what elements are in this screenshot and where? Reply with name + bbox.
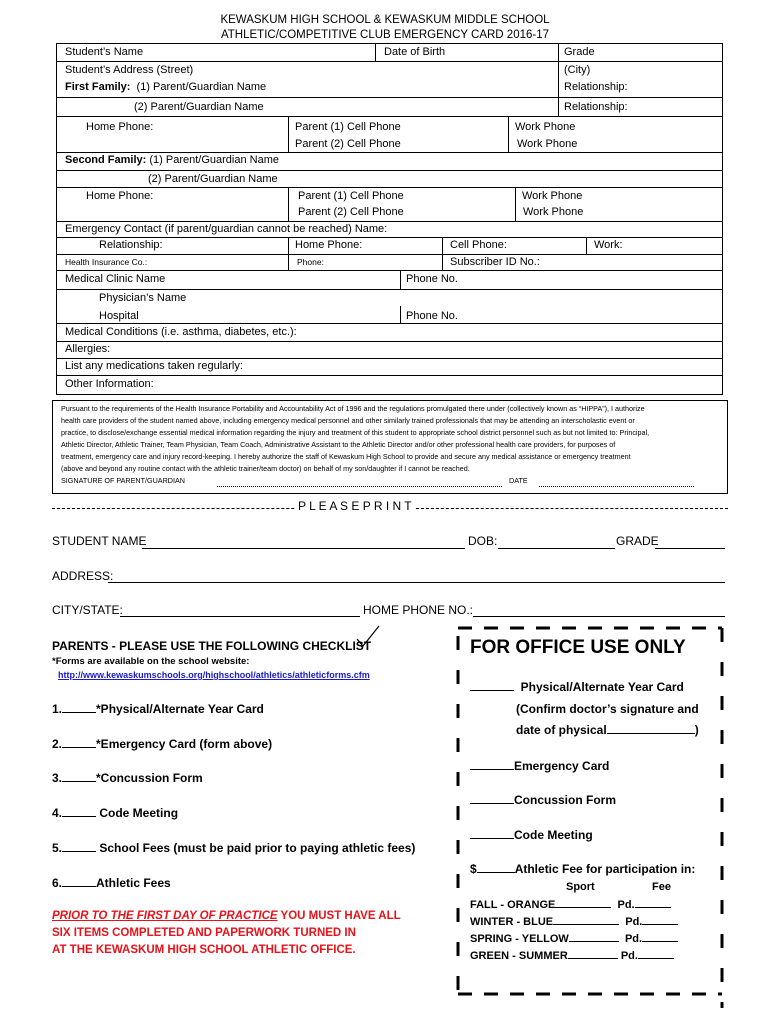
checklist-item-6: 6. Athletic Fees xyxy=(52,876,171,890)
athletic-forms-link[interactable]: http://www.kewaskumschools.org/highschool/athletics/athleticforms.cfm xyxy=(58,670,370,680)
checklist-blank-6[interactable] xyxy=(62,876,96,887)
parent1-cell-label-2: Parent (1) Cell Phone xyxy=(298,190,404,202)
subscriber-id-label: Subscriber ID No.: xyxy=(450,256,540,268)
emergency-cell-phone-label: Cell Phone: xyxy=(450,239,507,251)
clinic-phone-label: Phone No. xyxy=(406,273,458,285)
signature-field[interactable] xyxy=(217,486,502,487)
first-family-label: First Family: xyxy=(65,81,131,93)
checklist-blank-1[interactable] xyxy=(62,702,96,713)
hipaa-consent-box xyxy=(52,400,728,494)
card-title: ATHLETIC/COMPETITIVE CLUB EMERGENCY CARD 2016-17 xyxy=(220,29,550,41)
office-athletic-fee: $ Athletic Fee for participation in: xyxy=(470,862,696,876)
dob-field[interactable] xyxy=(498,548,615,549)
students-address-label: Student’s Address (Street) xyxy=(65,64,194,76)
fee-header: Fee xyxy=(652,881,671,893)
physicians-name-label: Physician’s Name xyxy=(99,292,187,304)
consent-line-6: (above and beyond any routine contact with the athletic trainer/team doctor) on behalf of my son/daughter if I cannot be reached. xyxy=(61,464,470,473)
season-summer-blank[interactable] xyxy=(568,949,618,959)
office-title: FOR OFFICE USE ONLY xyxy=(470,637,686,658)
home-phone-no-label: HOME PHONE NO.: xyxy=(363,603,474,617)
other-info-label: Other Information: xyxy=(65,378,154,390)
grade-label: Grade xyxy=(564,46,595,58)
office-fee-blank[interactable] xyxy=(477,862,515,873)
office-code-blank[interactable] xyxy=(470,828,514,839)
work-phone-label-2: Work Phone xyxy=(517,138,578,150)
signature-date-field[interactable] xyxy=(539,486,694,487)
city-label: (City) xyxy=(564,64,591,76)
first-parent1-label: (1) Parent/Guardian Name xyxy=(136,81,267,93)
office-physical: Physical/Alternate Year Card xyxy=(470,680,684,694)
warning-line-2: SIX ITEMS COMPLETED AND PAPERWORK TURNED IN xyxy=(52,927,356,939)
emergency-relationship-label: Relationship: xyxy=(99,239,163,251)
office-date-physical: date of physical ) xyxy=(516,723,699,737)
season-fall-blank[interactable] xyxy=(555,898,611,908)
checklist-blank-4[interactable] xyxy=(62,806,96,817)
address-field[interactable] xyxy=(108,582,725,583)
relationship-label-2: Relationship: xyxy=(564,101,628,113)
office-confirm: (Confirm doctor’s signature and xyxy=(516,702,699,716)
season-summer: GREEN - SUMMER Pd. xyxy=(470,949,674,962)
second-parent1-label: (1) Parent/Guardian Name xyxy=(149,154,279,166)
checkmark-icon xyxy=(355,624,381,650)
season-spring-pd-blank[interactable] xyxy=(642,932,678,942)
season-fall-pd-blank[interactable] xyxy=(635,898,671,908)
warning-line-1: PRIOR TO THE FIRST DAY OF PRACTICE YOU MUST HAVE ALL xyxy=(52,910,401,922)
season-winter-blank[interactable] xyxy=(553,915,619,925)
warning-line-3: AT THE KEWASKUM HIGH SCHOOL ATHLETIC OFFICE. xyxy=(52,944,356,956)
office-code-meeting: Code Meeting xyxy=(470,828,593,842)
consent-line-3: practice, to disclose/exchange essential medical information regarding the injury and treatment of this student to appropriate school district personnel such as but not limited to: Principal, xyxy=(61,428,650,437)
checklist-blank-2[interactable] xyxy=(62,737,96,748)
hospital-phone-label: Phone No. xyxy=(406,310,458,322)
student-name-field[interactable] xyxy=(142,548,465,549)
grade-field[interactable] xyxy=(655,548,725,549)
first-parent2-label: (2) Parent/Guardian Name xyxy=(134,101,264,113)
work-phone-label-1: Work Phone xyxy=(515,121,576,133)
checklist-item-4: 4. Code Meeting xyxy=(52,806,179,820)
second-family-row xyxy=(65,154,279,166)
office-concussion-blank[interactable] xyxy=(470,793,514,804)
city-state-field[interactable] xyxy=(120,616,360,617)
students-name-label: Student’s Name xyxy=(65,46,144,58)
consent-line-5: treatment, emergency care and injury record-keeping. I hereby authorize the staff of Kewaskum High School to provide and secure any medical assistance or emergency treatment xyxy=(61,452,631,461)
date-label: DATE xyxy=(509,476,528,485)
checklist-blank-3[interactable] xyxy=(62,771,96,782)
medical-conditions-label: Medical Conditions (i.e. asthma, diabetes, etc.): xyxy=(65,326,297,338)
emergency-contact-label: Emergency Contact (if parent/guardian cannot be reached) Name: xyxy=(65,223,388,235)
work-phone-label-3: Work Phone xyxy=(522,190,583,202)
address-label: ADDRESS: xyxy=(52,569,114,583)
season-fall: FALL - ORANGE Pd. xyxy=(470,898,671,911)
signature-label: SIGNATURE OF PARENT/GUARDIAN xyxy=(61,476,185,485)
office-physical-blank[interactable] xyxy=(470,680,514,691)
consent-line-2: health care providers of the student named above, including emergency medical personnel and other similarly trained professionals that may be attending an interscholastic event or xyxy=(61,416,635,425)
forms-note: *Forms are available on the school website: xyxy=(52,656,250,667)
home-phone-label-1: Home Phone: xyxy=(86,121,154,133)
city-state-label: CITY/STATE: xyxy=(52,603,123,617)
health-insurance-label: Health Insurance Co.: xyxy=(65,257,148,267)
office-emergency-card: Emergency Card xyxy=(470,759,609,773)
home-phone-label-2: Home Phone: xyxy=(86,190,154,202)
parent2-cell-label-1: Parent (2) Cell Phone xyxy=(295,138,401,150)
home-phone-field[interactable] xyxy=(473,616,725,617)
office-emergency-blank[interactable] xyxy=(470,759,514,770)
parent1-cell-label-1: Parent (1) Cell Phone xyxy=(295,121,401,133)
checklist-item-3: 3. *Concussion Form xyxy=(52,771,203,785)
second-family-label: Second Family: xyxy=(65,154,147,166)
medications-label: List any medications taken regularly: xyxy=(65,360,243,372)
student-name-label: STUDENT NAME xyxy=(52,534,147,548)
first-family-row xyxy=(65,81,266,93)
grade-print-label: GRADE xyxy=(616,534,659,548)
office-date-physical-blank[interactable] xyxy=(607,723,695,734)
season-winter: WINTER - BLUE Pd. xyxy=(470,915,678,928)
consent-line-1: Pursuant to the requirements of the Health Insurance Portability and Accountability Act of 1996 and the regulations promulgated there under (collectively known as “HIPPA”), I authorize xyxy=(61,404,645,413)
season-spring: SPRING - YELLOW Pd. xyxy=(470,932,678,945)
checklist-item-2: 2. *Emergency Card (form above) xyxy=(52,737,273,751)
dob-label: DOB: xyxy=(468,534,498,548)
second-parent2-label: (2) Parent/Guardian Name xyxy=(148,173,278,185)
checklist-heading: PARENTS - PLEASE USE THE FOLLOWING CHECKLIST xyxy=(52,639,372,653)
parent2-cell-label-2: Parent (2) Cell Phone xyxy=(298,206,404,218)
season-summer-pd-blank[interactable] xyxy=(638,949,674,959)
emergency-work-label: Work: xyxy=(594,239,623,251)
consent-line-4: Athletic Director, Athletic Trainer, Team Physician, Team Coach, Administrative Assistant to the Athletic Director and/or other professional health care providers, for purposes of xyxy=(61,440,616,449)
school-title: KEWASKUM HIGH SCHOOL & KEWASKUM MIDDLE SCHOOL xyxy=(220,14,550,26)
relationship-label-1: Relationship: xyxy=(564,81,628,93)
medical-clinic-label: Medical Clinic Name xyxy=(65,273,166,285)
allergies-label: Allergies: xyxy=(65,343,111,355)
please-print-divider: P L E A S E P R I N T xyxy=(298,499,412,513)
insurance-phone-label: Phone: xyxy=(297,257,324,267)
date-of-birth-label: Date of Birth xyxy=(384,46,446,58)
checklist-item-5: 5. School Fees (must be paid prior to paying athletic fees) xyxy=(52,841,416,855)
work-phone-label-4: Work Phone xyxy=(523,206,584,218)
emergency-home-phone-label: Home Phone: xyxy=(295,239,363,251)
checklist-item-1: 1. *Physical/Alternate Year Card xyxy=(52,702,264,716)
hospital-label: Hospital xyxy=(99,310,139,322)
office-concussion-form: Concussion Form xyxy=(470,793,616,807)
season-winter-pd-blank[interactable] xyxy=(642,915,678,925)
checklist-blank-5[interactable] xyxy=(62,841,96,852)
sport-header: Sport xyxy=(566,881,595,893)
season-spring-blank[interactable] xyxy=(569,932,619,942)
